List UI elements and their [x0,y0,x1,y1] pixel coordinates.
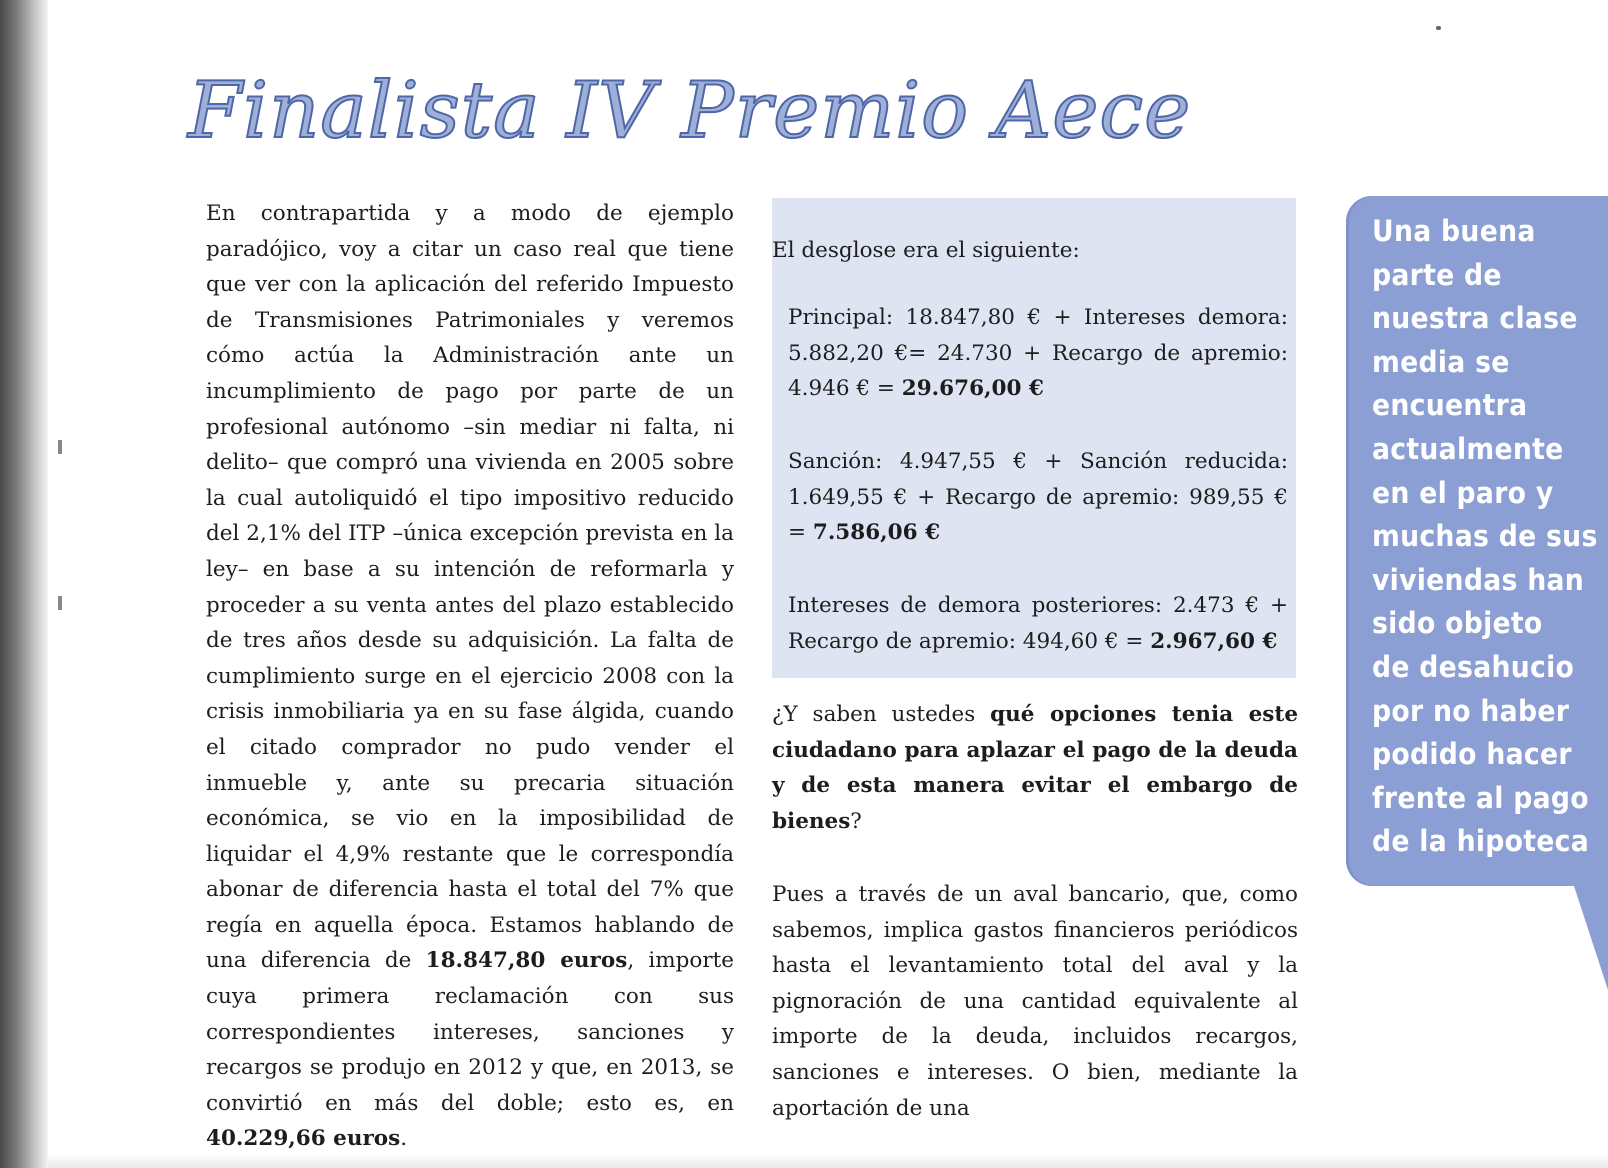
pull-quote-line: encuentra [1372,388,1528,423]
pull-quote-line: sido objeto [1372,606,1543,641]
pull-quote-line: viviendas han [1372,562,1585,597]
print-speck [1436,26,1441,30]
pull-quote-line: de la hipoteca [1372,824,1590,859]
question-emphasis: qué opciones tenia este ciudadano para aplazar el pago de la deuda y de esta manera evitar el embargo de bienes [772,702,1298,834]
pull-quote-line: por no haber [1372,693,1570,728]
print-speck [58,440,62,454]
body-paragraph: Pues a través de un aval bancario, que, como sabemos, implica gastos financieros periódicos hasta el levantamiento total del aval y la pignoración de una cantidad equivalente al importe de la deuda, incluidos recargos, sanciones e intereses. O bien, mediante la aportación de una [772,882,1298,1121]
breakdown-total: 2.967,60 € [1150,628,1278,654]
breakdown-intro: El desglose era el siguiente: [772,238,1080,263]
pull-quote-line: en el paro y [1372,475,1554,510]
pull-quote-line: parte de [1372,257,1502,292]
amount-highlight: 40.229,66 euros [206,1126,401,1152]
pull-quote-line: de desahucio [1372,649,1575,684]
pull-quote-line: nuestra clase [1372,301,1578,336]
question-paragraph: ¿Y saben ustedes qué opciones tenia este ciudadano para aplazar el pago de la deuda y de esta manera evitar el embargo de bienes? [772,702,1298,834]
print-speck [58,596,62,610]
breakdown-item: Principal: 18.847,80 € + Intereses demora: 5.882,20 €= 24.730 + Recargo de apremio: 4.946 € = 29.676,00 € [788,305,1288,402]
pull-quote-line: frente al pago [1372,780,1589,815]
breakdown-total: 7.586,06 € [812,520,941,546]
callout-tail [1572,880,1608,990]
breakdown-item: Intereses de demora posteriores: 2.473 € + Recargo de apremio: 494,60 € = 2.967,60 € [788,593,1288,654]
breakdown-total: 29.676,00 € [901,376,1044,402]
pull-quote-line: podido hacer [1372,737,1572,772]
left-column [206,196,734,1157]
page-title: Finalista IV Premio Aece [188,66,1192,156]
pull-quote-line: Una buena [1372,214,1536,248]
breakdown-item: Sanción: 4.947,55 € + Sanción reducida: 1.649,55 € + Recargo de apremio: 989,55 € = 7.586,06 € [788,449,1288,546]
body-paragraph: En contrapartida y a modo de ejemplo paradójico, voy a citar un caso real que tiene que ver con la aplicación del referido Impuesto de Transmisiones Patrimoniales y veremos cómo actúa la Administración ante un incumplimiento de pago por parte de un profesional autónomo –sin mediar ni falta, ni delito– que compró una vivienda en 2005 sobre la cual autoliquidó el tipo impositivo reducido del 2,1% del ITP –única excepción prevista en la ley– en base a su intención de reformarla y proceder a su venta antes del plazo establecido de tres años desde su adquisición. La falta de cumplimiento surge en el ejercicio 2008 con la crisis inmobiliaria ya en su fase álgida, cuando el citado comprador no pudo vender el inmueble y, ante su precaria situación económica, se vio en la imposibilidad de liquidar el 4,9% restante que le correspondía abonar de diferencia hasta el total del 7% que regía en aquella época. Estamos hablando de una diferencia de 18.847,80 euros, importe cuya primera reclamación con sus correspondientes intereses, sanciones y recargos se produjo en 2012 y que, en 2013, se convirtió en más del doble; esto es, en 40.229,66 euros. [206,201,735,1152]
amount-highlight: 18.847,80 euros [425,948,628,974]
pull-quote-line: muchas de sus [1372,519,1598,554]
page-binding-shadow [0,0,48,1168]
pull-quote-line: actualmente [1372,431,1564,466]
pull-quote-text [1372,210,1602,864]
pull-quote-line: media se [1372,344,1510,379]
